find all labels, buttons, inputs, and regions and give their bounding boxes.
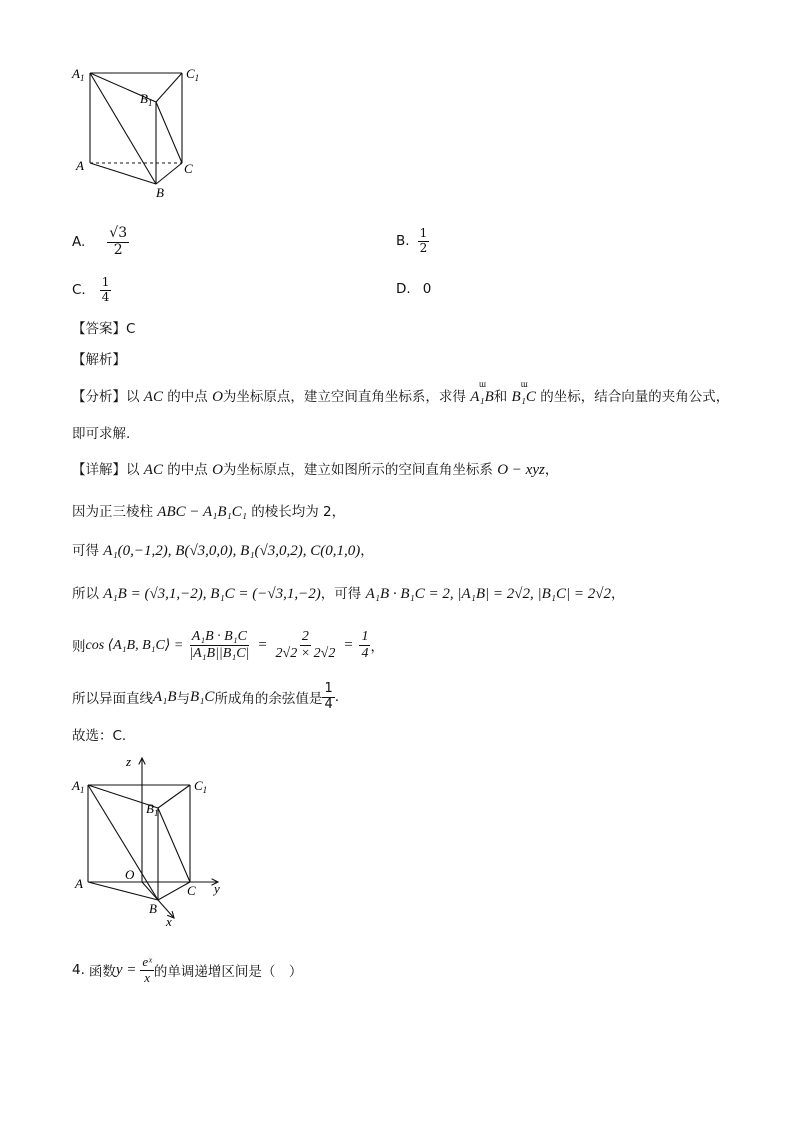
q4-y: y =	[115, 961, 137, 978]
svg-text:B1: $B_1$	[146, 801, 159, 818]
label-a1: A	[72, 778, 80, 793]
cos-text-1: 则	[72, 639, 86, 655]
label-b: B	[149, 901, 157, 916]
result-line-a1b: A₁B	[153, 688, 177, 705]
fenxi-text-3: 为坐标原点，建立空间直角坐标系，求得	[222, 389, 471, 405]
option-c-label: C.	[72, 282, 86, 298]
label-a1: A	[72, 66, 80, 81]
cos-line	[72, 620, 384, 670]
label-y: y	[214, 881, 220, 896]
edge-b1-c1	[156, 73, 182, 102]
option-d-value: 0	[422, 281, 432, 297]
xiangjie-text-4: ，	[544, 462, 559, 478]
edge-b1-c1	[158, 785, 190, 808]
option-a-label: A.	[72, 234, 86, 250]
cos-frac3-den: 4	[361, 645, 369, 661]
answer-tag: 【答案】	[72, 321, 126, 337]
result-text-3: 所成角的余弦值是	[214, 691, 323, 707]
coords-text-1: 可得	[72, 543, 104, 559]
result-line	[72, 680, 339, 714]
cos-frac2-den: 2√2 × 2√2	[275, 645, 336, 661]
option-a	[72, 222, 129, 262]
q4-number: 4.	[72, 962, 85, 978]
xiangjie-line	[72, 458, 558, 479]
svg-text:A1: $A_1$	[72, 778, 85, 795]
edge-a-b	[90, 163, 156, 184]
label-o: O	[125, 867, 135, 882]
prism-figure-2	[70, 750, 240, 930]
xiangjie-system: O − xyz	[497, 462, 545, 478]
label-a: A	[76, 158, 84, 173]
coords-text-2: ，	[360, 543, 374, 559]
coords-line	[72, 539, 374, 560]
fenxi-tag: 【分析】	[72, 389, 126, 405]
label-b1: B	[146, 801, 154, 816]
fenxi-text-4: 和	[493, 389, 512, 405]
cos-frac3-num: 1	[361, 629, 369, 645]
option-b-label: B.	[396, 233, 410, 249]
analysis-tag: 【解析】	[72, 352, 126, 368]
prism-text-2: 的棱长均为 2，	[246, 504, 346, 520]
prism-figure-1	[70, 60, 220, 200]
result-text-1: 所以异面直线	[72, 691, 153, 707]
xiangjie-text-3: 为坐标原点，建立如图所示的空间直角坐标系	[222, 462, 498, 478]
answer-line	[72, 317, 135, 337]
fenxi-text-2: 的中点	[162, 389, 213, 405]
prism-text-1: 因为正三棱柱	[72, 504, 158, 520]
svg-text:A1: $A_1$	[72, 66, 85, 83]
option-b-denominator: 2	[419, 240, 428, 255]
fenxi-paragraph	[72, 379, 732, 406]
fenxi-vec-b1c: ɯ B₁C	[511, 379, 536, 405]
label-z: z	[126, 754, 132, 769]
label-c1: C	[186, 66, 195, 81]
label-c: C	[184, 161, 193, 176]
option-a-numerator: √3	[109, 225, 128, 242]
label-a: A	[75, 876, 83, 891]
cos-lhs: cos ⟨A₁B, B₁C⟩ =	[85, 637, 184, 653]
q4-text-2: 的单调递增区间是（ ）	[153, 964, 303, 980]
q4-frac-den: x	[144, 969, 151, 985]
prism-line	[72, 500, 345, 521]
label-b1: B	[140, 91, 148, 106]
vectors-dot: A₁B · B₁C = 2, |A₁B| = 2√2, |B₁C| = 2√2	[365, 586, 611, 602]
vectors-text-2: ，可得	[320, 586, 366, 602]
label-c1: C	[194, 778, 203, 793]
result-text-2: 与	[176, 691, 191, 707]
edge-a-b	[88, 882, 158, 900]
result-line-b1c: B₁C	[190, 688, 215, 705]
label-c: C	[187, 883, 196, 898]
option-c-denominator: 4	[101, 289, 110, 304]
svg-text:B1: $B_1$	[140, 91, 153, 108]
cos-frac1-num: A₁B · B₁C	[191, 629, 247, 645]
option-b	[396, 226, 429, 256]
vectors-values: A₁B = (√3,1,−2), B₁C = (−√3,1,−2)	[103, 586, 321, 602]
xiangjie-tag: 【详解】	[72, 462, 126, 478]
option-c-numerator: 1	[101, 275, 110, 290]
fenxi-text-5: 的坐标，结合向量的夹角公式，	[535, 389, 730, 405]
svg-text:C1: $C_1$	[186, 66, 200, 83]
diag-b1-c	[156, 102, 182, 163]
cos-eq2: =	[343, 636, 354, 653]
q4-frac-num: eˣ	[142, 954, 152, 970]
result-den: 4	[324, 696, 333, 712]
result-num: 1	[324, 681, 333, 697]
cos-frac2-num: 2	[301, 629, 309, 645]
option-d	[396, 281, 431, 297]
vectors-text-3: ，	[611, 586, 625, 602]
vectors-text-1: 所以	[72, 586, 104, 602]
label-b: B	[156, 185, 164, 200]
option-d-label: D.	[396, 281, 411, 297]
cos-frac1-den: |A₁B||B₁C|	[189, 645, 250, 661]
fenxi-o: O	[212, 389, 223, 405]
question-4	[72, 950, 302, 990]
fenxi-text-1: 以	[126, 389, 144, 405]
cos-eq1: =	[257, 636, 268, 653]
result-text-4: .	[334, 689, 340, 705]
xiangjie-o: O	[212, 462, 223, 478]
option-c	[72, 275, 111, 305]
edge-b-c	[156, 163, 182, 184]
fenxi-ac: AC	[143, 389, 163, 405]
diag-b1-c	[158, 808, 190, 882]
coords-values: A₁(0,−1,2), B(√3,0,0), B₁(√3,0,2), C(0,1,0)	[103, 543, 361, 559]
option-b-numerator: 1	[419, 226, 428, 241]
option-a-denominator: 2	[113, 241, 123, 258]
choose-line: 故选：C.	[72, 728, 127, 744]
xiangjie-text-2: 的中点	[162, 462, 213, 478]
cos-tail: ，	[370, 639, 384, 655]
edge-b-c	[158, 882, 190, 900]
diag-a1-b	[90, 73, 156, 184]
xiangjie-ac: AC	[143, 462, 163, 478]
q4-text-1: 函数	[88, 964, 116, 980]
prism-name: ABC − A₁B₁C₁	[157, 504, 247, 520]
answer-value: C	[126, 321, 136, 337]
fenxi-vec-a1b: ɯ A₁B	[470, 379, 494, 405]
label-x: x	[166, 914, 172, 929]
fenxi-line-2: 即可求解.	[72, 426, 131, 442]
xiangjie-text-1: 以	[126, 462, 144, 478]
svg-text:C1: $C_1$	[194, 778, 208, 795]
vectors-line	[72, 582, 625, 603]
